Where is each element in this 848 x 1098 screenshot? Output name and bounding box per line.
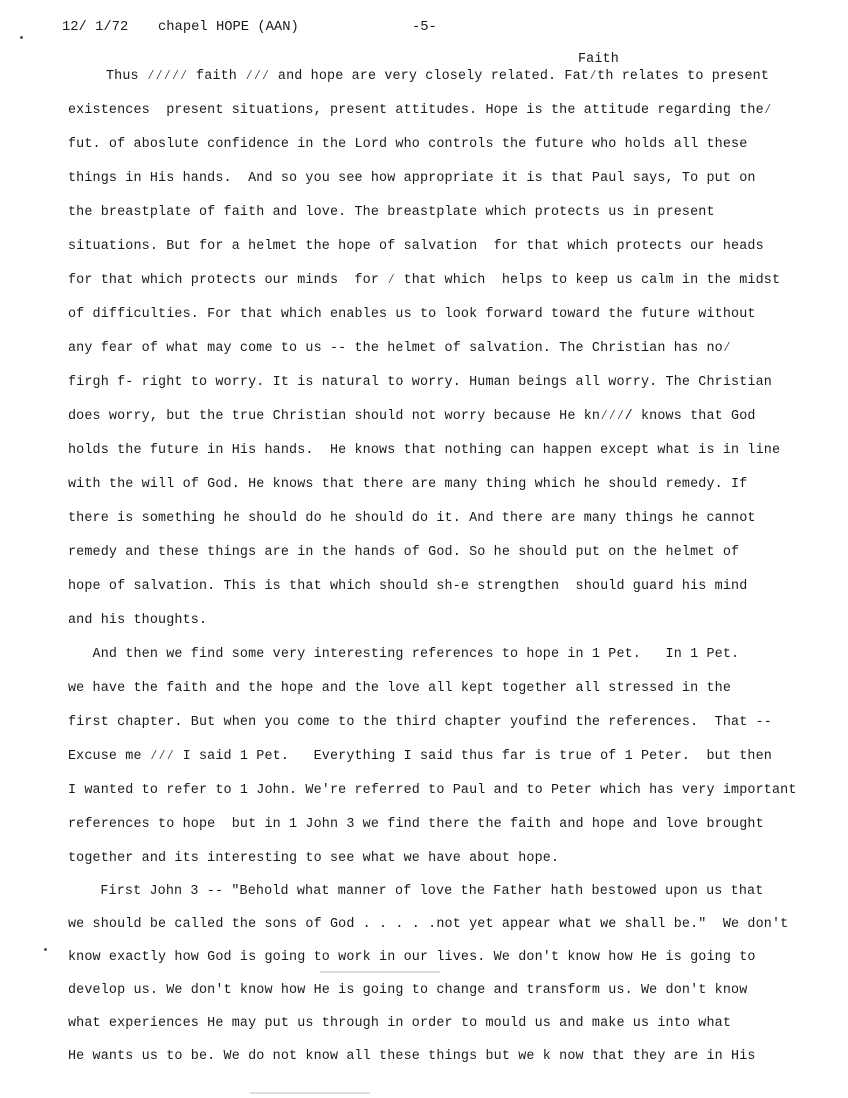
text-line-25: First John 3 -- "Behold what manner of love the Father hath bestowed upon us that: [84, 884, 764, 899]
text-line-17: and his thoughts.: [68, 613, 208, 628]
text-line-29: what experiences He may put us through in order to mould us and make us into what: [68, 1016, 732, 1031]
page-number: -5-: [412, 20, 437, 35]
scan-smudge: [320, 971, 440, 973]
text-line-30: He wants us to be. We do not know all these things but we k now that they are in His: [68, 1049, 756, 1064]
text-line-7: for that which protects our minds for ⁄ that which helps to keep us calm in the midst: [68, 273, 781, 288]
scan-smudge: [250, 1092, 370, 1094]
text-line-26: we should be called the sons of God . . . . .not yet appear what we shall be." We don't: [68, 917, 789, 932]
text-line-19: we have the faith and the hope and the love all kept together all stressed in the: [68, 681, 732, 696]
text-line-14: there is something he should do he should do it. And there are many things he cannot: [68, 511, 756, 526]
text-line-20: first chapter. But when you come to the third chapter youfind the references. That --: [68, 715, 772, 730]
text-line-21: Excuse me ⁄⁄⁄ I said 1 Pet. Everything I said thus far is true of 1 Peter. but then: [68, 749, 772, 764]
text-line-4: things in His hands. And so you see how appropriate it is that Paul says, To put on: [68, 171, 756, 186]
text-line-18: And then we find some very interesting references to hope in 1 Pet. In 1 Pet.: [68, 647, 740, 662]
header-date: 12/ 1/72: [62, 20, 129, 35]
header-title: chapel HOPE (AAN): [158, 20, 299, 35]
text-line-6: situations. But for a helmet the hope of salvation for that which protects our heads: [68, 239, 764, 254]
stray-mark: [20, 36, 23, 39]
stray-mark: [44, 948, 47, 951]
text-line-22: I wanted to refer to 1 John. We're referred to Paul and to Peter which has very important: [68, 783, 797, 798]
text-line-11: does worry, but the true Christian should not worry because He kn⁄⁄⁄/ knows that God: [68, 409, 756, 424]
text-line-27: know exactly how God is going to work in our lives. We don't know how He is going to: [68, 950, 756, 965]
text-line-12: holds the future in His hands. He knows that nothing can happen except what is in line: [68, 443, 781, 458]
text-line-8: of difficulties. For that which enables us to look forward toward the future without: [68, 307, 756, 322]
text-line-16: hope of salvation. This is that which should sh-e strengthen should guard his mind: [68, 579, 748, 594]
handwritten-insertion: Faith: [578, 52, 619, 67]
text-line-5: the breastplate of faith and love. The breastplate which protects us in present: [68, 205, 715, 220]
text-line-10: firgh f- right to worry. It is natural to worry. Human beings all worry. The Christian: [68, 375, 772, 390]
text-line-3: fut. of aboslute confidence in the Lord who controls the future who holds all these: [68, 137, 748, 152]
text-line-24: together and its interesting to see what we have about hope.: [68, 851, 560, 866]
text-line-23: references to hope but in 1 John 3 we find there the faith and hope and love brought: [68, 817, 764, 832]
text-line-2: existences present situations, present attitudes. Hope is the attitude regarding the⁄: [68, 103, 772, 118]
text-line-15: remedy and these things are in the hands of God. So he should put on the helmet of: [68, 545, 740, 560]
text-line-1: Thus ⁄⁄⁄⁄⁄ faith ⁄⁄⁄ and hope are very closely related. Fat⁄th relates to present: [106, 69, 770, 84]
text-line-13: with the will of God. He knows that there are many thing which he should remedy. If: [68, 477, 748, 492]
text-line-28: develop us. We don't know how He is going to change and transform us. We don't know: [68, 983, 748, 998]
text-line-9: any fear of what may come to us -- the helmet of salvation. The Christian has no⁄: [68, 341, 732, 356]
